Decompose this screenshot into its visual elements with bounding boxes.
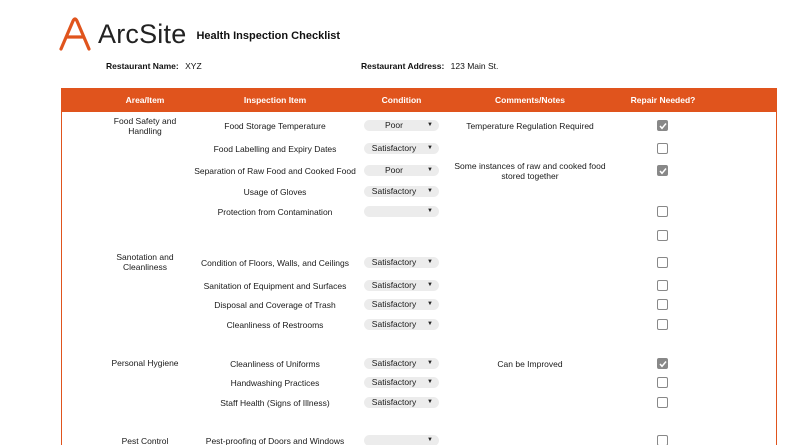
document-header <box>58 14 340 54</box>
restaurant-name <box>106 61 202 71</box>
condition-value: Satisfactory <box>371 377 417 387</box>
comment-text: Temperature Regulation Required <box>466 121 594 131</box>
condition-select[interactable] <box>364 358 439 369</box>
restaurant-name-value: XYZ <box>185 61 202 71</box>
condition-value: Satisfactory <box>371 299 417 309</box>
check-icon <box>659 360 667 368</box>
inspection-item: Usage of Gloves <box>243 187 307 197</box>
caret-down-icon: ▼ <box>427 360 433 366</box>
header-comments: Comments/Notes <box>495 95 565 105</box>
repair-checkbox[interactable] <box>657 230 668 241</box>
condition-select[interactable] <box>364 120 439 131</box>
repair-checkbox[interactable] <box>657 143 668 154</box>
condition-select[interactable] <box>364 319 439 330</box>
document-title: Health Inspection Checklist <box>196 30 341 42</box>
comment-text: Some instances of raw and cooked food stored together <box>454 161 606 181</box>
condition-value: Satisfactory <box>371 358 417 368</box>
area-label: Food Safety and Handling <box>113 116 177 136</box>
repair-checkbox[interactable] <box>657 257 668 268</box>
repair-checkbox[interactable] <box>657 377 668 388</box>
condition-select[interactable] <box>364 165 439 176</box>
condition-select[interactable] <box>364 280 439 291</box>
condition-select[interactable] <box>364 206 439 217</box>
inspection-item: Handwashing Practices <box>230 378 320 388</box>
condition-select[interactable] <box>364 143 439 154</box>
inspection-item: Disposal and Coverage of Trash <box>214 300 336 310</box>
inspection-item: Cleanliness of Restrooms <box>226 320 324 330</box>
inspection-item: Cleanliness of Uniforms <box>230 359 320 369</box>
inspection-item: Food Storage Temperature <box>224 121 326 131</box>
condition-value: Satisfactory <box>371 143 417 153</box>
condition-value: Satisfactory <box>371 257 417 267</box>
comment-text: Can be Improved <box>497 359 563 369</box>
caret-down-icon: ▼ <box>427 208 433 214</box>
caret-down-icon: ▼ <box>427 379 433 385</box>
condition-select[interactable] <box>364 257 439 268</box>
condition-value: Satisfactory <box>371 397 417 407</box>
repair-checkbox[interactable] <box>657 165 668 176</box>
caret-down-icon: ▼ <box>427 321 433 327</box>
caret-down-icon: ▼ <box>427 167 433 173</box>
caret-down-icon: ▼ <box>427 437 433 443</box>
condition-select[interactable] <box>364 186 439 197</box>
inspection-item: Separation of Raw Food and Cooked Food <box>194 166 356 176</box>
table-header <box>62 88 776 112</box>
header-item: Inspection Item <box>243 95 307 105</box>
restaurant-name-label: Restaurant Name: <box>106 61 179 71</box>
caret-down-icon: ▼ <box>427 188 433 194</box>
condition-select[interactable] <box>364 435 439 445</box>
inspection-item: Food Labelling and Expiry Dates <box>213 144 337 154</box>
condition-value: Satisfactory <box>371 280 417 290</box>
condition-value: Satisfactory <box>371 186 417 196</box>
area-label: Sanotation and Cleanliness <box>116 252 174 272</box>
repair-checkbox[interactable] <box>657 358 668 369</box>
brand-name: ArcSite <box>98 18 187 49</box>
check-icon <box>659 122 667 130</box>
repair-checkbox[interactable] <box>657 319 668 330</box>
arcsite-logo-icon <box>58 17 92 51</box>
caret-down-icon: ▼ <box>427 122 433 128</box>
restaurant-address-label: Restaurant Address: <box>361 61 445 71</box>
inspection-item: Condition of Floors, Walls, and Ceilings <box>200 258 350 268</box>
inspection-item: Staff Health (Signs of Illness) <box>220 398 330 408</box>
condition-value: Poor <box>385 165 403 175</box>
caret-down-icon: ▼ <box>427 301 433 307</box>
inspection-item: Sanitation of Equipment and Surfaces <box>203 281 347 291</box>
inspection-item: Protection from Contamination <box>217 207 333 217</box>
inspection-table <box>61 88 777 445</box>
area-label: Personal Hygiene <box>111 358 179 368</box>
header-condition: Condition <box>381 95 422 105</box>
check-icon <box>659 167 667 175</box>
caret-down-icon: ▼ <box>427 282 433 288</box>
repair-checkbox[interactable] <box>657 299 668 310</box>
repair-checkbox[interactable] <box>657 397 668 408</box>
repair-checkbox[interactable] <box>657 206 668 217</box>
repair-checkbox[interactable] <box>657 120 668 131</box>
restaurant-address-value: 123 Main St. <box>450 61 499 71</box>
caret-down-icon: ▼ <box>427 399 433 405</box>
caret-down-icon: ▼ <box>427 145 433 151</box>
repair-checkbox[interactable] <box>657 435 668 445</box>
condition-select[interactable] <box>364 377 439 388</box>
header-repair: Repair Needed? <box>630 95 696 105</box>
area-label: Pest Control <box>121 436 169 445</box>
repair-checkbox[interactable] <box>657 280 668 291</box>
condition-value: Poor <box>385 120 403 130</box>
condition-select[interactable] <box>364 299 439 310</box>
caret-down-icon: ▼ <box>427 259 433 265</box>
header-area: Area/Item <box>125 95 165 105</box>
condition-select[interactable] <box>364 397 439 408</box>
inspection-item: Pest-proofing of Doors and Windows <box>205 436 345 445</box>
condition-value: Satisfactory <box>371 319 417 329</box>
restaurant-address <box>361 61 498 71</box>
